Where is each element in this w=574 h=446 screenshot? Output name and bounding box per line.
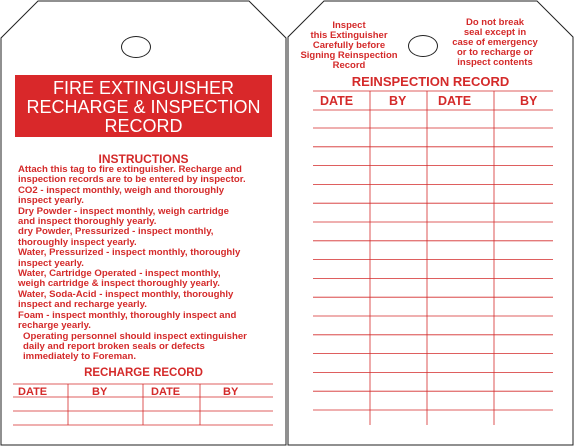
instruction-line: CO2 - inspect monthly, weigh and thoroughly xyxy=(18,184,225,196)
reinspection-col-date: DATE xyxy=(320,94,354,108)
instruction-line: Foam - inspect monthly, thoroughly inspect and xyxy=(18,309,237,321)
note-line: this Extinguisher xyxy=(310,30,388,41)
instruction-line: weigh cartridge & inspect thoroughly yearly. xyxy=(18,278,220,290)
note-line: Inspect xyxy=(332,20,366,31)
instruction-line: daily and report broken seals or defects xyxy=(23,340,205,352)
instruction-line: inspection records are to be entered by inspector. xyxy=(18,174,246,186)
instructions-heading: INSTRUCTIONS xyxy=(98,152,189,166)
instruction-line: Water, Soda-Acid - inspect monthly, thoroughly xyxy=(18,288,234,300)
instruction-line: inspect yearly. xyxy=(18,195,84,207)
note-line: inspect contents xyxy=(457,57,533,68)
reinspection-record-heading: REINSPECTION RECORD xyxy=(351,74,510,89)
title-line: RECORD xyxy=(104,116,183,136)
instruction-line: Attach this tag to fire extinguisher. Recharge and xyxy=(18,164,242,175)
recharge-col-by: BY xyxy=(92,386,108,398)
recharge-col-date: DATE xyxy=(18,386,48,398)
instruction-line: Operating personnel should inspect extinguisher xyxy=(23,330,247,342)
instruction-line: recharge yearly. xyxy=(18,320,91,332)
instruction-line: and inspect thoroughly yearly. xyxy=(18,216,157,228)
reinspection-col-by: BY xyxy=(389,94,407,108)
instruction-line: dry Powder, Pressurized - inspect monthly, xyxy=(18,226,214,238)
instruction-line: immediately to Foreman. xyxy=(23,351,137,363)
instruction-line: Water, Pressurized - inspect monthly, thoroughly xyxy=(18,247,241,259)
title-line: FIRE EXTINGUISHER xyxy=(52,78,235,98)
instruction-line: inspect and recharge yearly. xyxy=(18,299,147,311)
note-line: or to recharge or xyxy=(456,47,534,58)
note-line: Record xyxy=(332,60,366,71)
reinspection-col-by: BY xyxy=(520,94,538,108)
reinspection-record-table xyxy=(287,0,574,446)
recharge-col-date: DATE xyxy=(151,386,181,398)
instruction-line: inspect yearly. xyxy=(18,257,84,269)
instruction-line: thoroughly inspect yearly. xyxy=(18,236,137,248)
reinspection-tag xyxy=(287,0,574,446)
note-line: Signing Reinspection xyxy=(300,50,398,61)
note-line: seal except in xyxy=(463,27,527,38)
recharge-record-heading: RECHARGE RECORD xyxy=(84,367,203,379)
instruction-line: Dry Powder - inspect monthly, weigh cartridge xyxy=(18,205,229,217)
note-line: case of emergency xyxy=(452,37,538,48)
title-line: RECHARGE & INSPECTION xyxy=(26,97,261,117)
reinspection-col-date: DATE xyxy=(438,94,472,108)
recharge-col-by: BY xyxy=(223,386,239,398)
note-line: Carefully before xyxy=(312,40,386,51)
instruction-line: Water, Cartridge Operated - inspect monthly, xyxy=(18,268,221,280)
note-line: Do not break xyxy=(465,17,525,28)
